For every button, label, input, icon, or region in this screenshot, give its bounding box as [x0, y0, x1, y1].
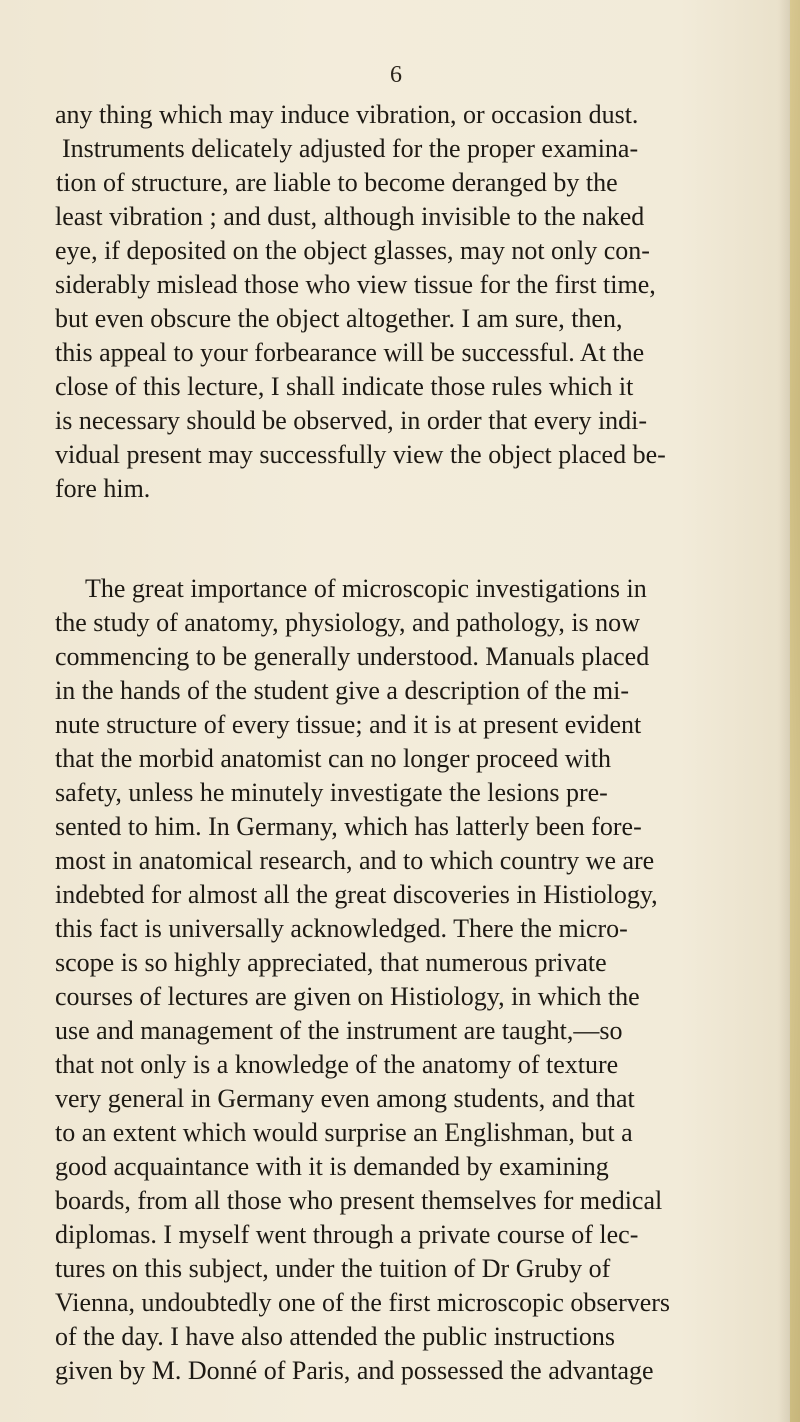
text-line: eye, if deposited on the object glasses, may not only con- — [55, 236, 650, 265]
text-line: this appeal to your forbearance will be successful. At the — [55, 338, 645, 367]
text-line: scope is so highly appreciated, that numerous private — [55, 948, 607, 977]
text-line: close of this lecture, I shall indicate those rules which it — [55, 372, 634, 401]
page-edge-strip — [790, 0, 800, 1422]
text-line: indebted for almost all the great discoveries in Histiology, — [55, 880, 658, 909]
text-line: boards, from all those who present themselves for medical — [55, 1186, 663, 1215]
text-line: commencing to be generally understood. Manuals placed — [55, 642, 650, 671]
text-line: most in anatomical research, and to which country we are — [55, 846, 655, 875]
text-line: fore him. — [55, 474, 151, 503]
text-line: tion of structure, are liable to become deranged by the — [56, 168, 618, 197]
page-number: 6 — [390, 62, 402, 88]
text-line: Vienna, undoubtedly one of the first microscopic observers — [55, 1288, 671, 1317]
text-line: good acquaintance with it is demanded by examining — [55, 1152, 609, 1181]
text-line: this fact is universally acknowledged. There the micro- — [55, 914, 628, 943]
text-line: safety, unless he minutely investigate the lesions pre- — [55, 778, 608, 807]
text-line: nute structure of every tissue; and it is at present evident — [55, 710, 642, 739]
text-line: sented to him. In Germany, which has latterly been fore- — [55, 812, 642, 841]
text-line: siderably mislead those who view tissue for the first time, — [55, 270, 656, 299]
text-line: to an extent which would surprise an Englishman, but a — [55, 1118, 633, 1147]
text-line: any thing which may induce vibration, or occasion dust. — [55, 100, 639, 129]
text-line: in the hands of the student give a description of the mi- — [55, 676, 630, 705]
text-line: courses of lectures are given on Histiology, in which the — [55, 982, 640, 1011]
text-line: Instruments delicately adjusted for the proper examina- — [62, 134, 639, 163]
text-line: the study of anatomy, physiology, and pathology, is now — [55, 608, 640, 637]
text-line: diplomas. I myself went through a private course of lec- — [55, 1220, 639, 1249]
text-line: that the morbid anatomist can no longer proceed with — [55, 744, 611, 773]
text-line: is necessary should be observed, in order that every indi- — [55, 406, 648, 435]
text-line: very general in Germany even among students, and that — [55, 1084, 635, 1113]
text-line: tures on this subject, under the tuition of Dr Gruby of — [55, 1254, 611, 1283]
text-line: of the day. I have also attended the public instructions — [55, 1322, 616, 1351]
text-line: vidual present may successfully view the object placed be- — [55, 440, 666, 469]
text-line: use and management of the instrument are taught,—so — [55, 1016, 623, 1045]
text-line: The great importance of microscopic investigations in — [85, 574, 647, 603]
text-line: given by M. Donné of Paris, and possessed the advantage — [55, 1356, 654, 1385]
text-line: least vibration ; and dust, although invisible to the naked — [55, 202, 645, 231]
text-line: but even obscure the object altogether. I am sure, then, — [55, 304, 623, 333]
text-line: that not only is a knowledge of the anatomy of texture — [55, 1050, 619, 1079]
